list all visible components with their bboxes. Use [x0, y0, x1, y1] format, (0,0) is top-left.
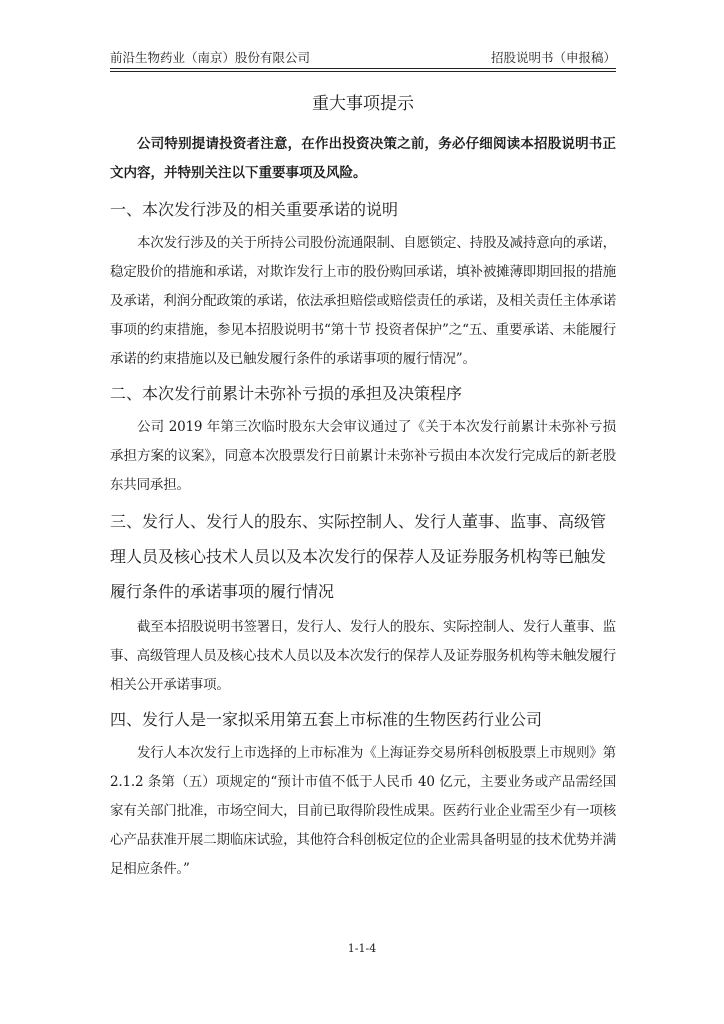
header-document-title: 招股说明书（申报稿） — [490, 50, 616, 65]
section-heading-3: 三、发行人、发行人的股东、实际控制人、发行人董事、监事、高级管理人员及核心技术人员以及本次发行的保荐人及证券服务机构等已触发履行条件的承诺事项的履行情况 — [110, 512, 607, 601]
page-header — [110, 48, 616, 68]
section-body-2: 公司 2019 年第三次临时股东大会审议通过了《关于本次发行前累计未弥补亏损承担方案的议案》，同意本次股票发行日前累计未弥补亏损由本次发行完成后的新老股东共同承担。 — [110, 419, 616, 493]
section-heading-4: 四、发行人是一家拟采用第五套上市标准的生物医药行业公司 — [110, 710, 543, 729]
page-title: 重大事项提示 — [312, 94, 414, 114]
section-body-3: 截至本招股说明书签署日，发行人、发行人的股东、实际控制人、发行人董事、监事、高级管理人员及核心技术人员以及本次发行的保荐人及证券服务机构等未触发履行相关公开承诺事项。 — [110, 619, 616, 693]
header-rule-thin — [110, 71, 616, 72]
page-content — [110, 92, 616, 888]
section-heading-2: 二、本次发行前累计未弥补亏损的承担及决策程序 — [110, 384, 463, 403]
lead-notice: 公司特别提请投资者注意，在作出投资决策之前，务必仔细阅读本招股说明书正文内容，并特别关注以下重要事项及风险。 — [110, 136, 616, 181]
header-rule — [110, 68, 616, 69]
page-number: 1-1-4 — [347, 942, 377, 955]
header-company: 前沿生物药业（南京）股份有限公司 — [110, 50, 311, 65]
section-heading-1: 一、本次发行涉及的相关重要承诺的说明 — [110, 200, 399, 219]
section-body-1: 本次发行涉及的关于所持公司股份流通限制、自愿锁定、持股及减持意向的承诺，稳定股价的措施和承诺，对欺诈发行上市的股份购回承诺，填补被摊薄即期回报的措施及承诺，利润分配政策的承诺，依法承担赔偿或赔偿责任的承诺，及相关责任主体承诺事项的约束措施，参见本招股说明书“第十节 投资者保护”之“五、重要承诺、未能履行承诺的约束措施以及已触发履行条件的承诺事项的履行情况”。 — [110, 235, 616, 367]
section-body-4: 发行人本次发行上市选择的上市标准为《上海证券交易所科创板股票上市规则》第 2.1.2 条第（五）项规定的“预计市值不低于人民币 40 亿元，主要业务或产品需经国家有关部门批准，市场空间大，目前已取得阶段性成果。医药行业企业需至少有一项核心产品获准开展二期临床试验，其他符合科创板定位的企业需具备明显的技术优势并满足相应条件。” — [110, 745, 616, 877]
